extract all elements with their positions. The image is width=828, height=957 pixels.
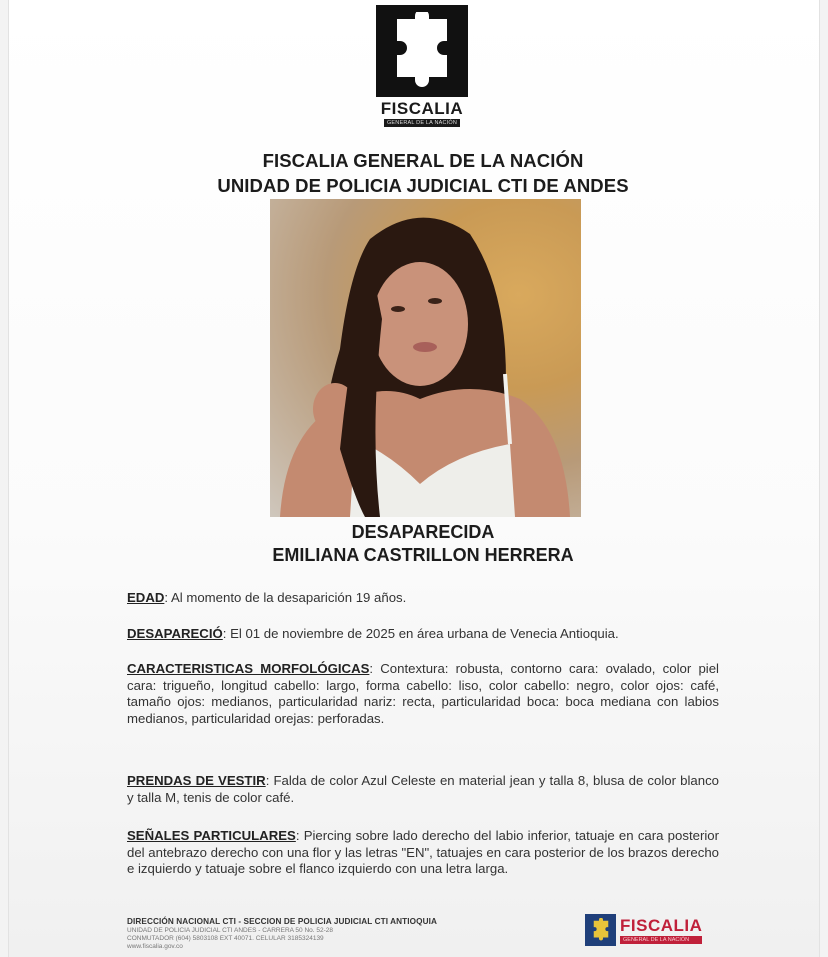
footer-phone: CONMUTADOR (604) 5803108 EXT 40071. CELULAR 3185324139 (127, 935, 324, 942)
detail-text: : Contextura: robusta, contorno cara: ovalado, color piel cara: trigueño, longitud cabello: largo, forma cabello: liso, color cabello: negro, color ojos: café, tamaño ojos: medianos, particularidad nariz: recta, particularidad boca: boca mediana con labios medianos, particularidad orejas: perforadas. (127, 661, 719, 726)
detail-text: : Piercing sobre lado derecho del labio inferior, tatuaje en cara posterior del antebrazo derecho con una flor y las letras "EN", tatuajes en cara posterior de los brazos derecho e izquierdo y tatuaje sobre el flanco izquierdo con una letra larga. (127, 828, 719, 877)
logo-wordmark: FISCALIA (620, 915, 703, 935)
detail-text: : Al momento de la desaparición 19 años. (164, 590, 407, 605)
logo-wordmark: FISCALIA (380, 99, 464, 118)
status-heading: DESAPARECIDA (351, 522, 495, 542)
detail-label: CARACTERISTICAS MORFOLÓGICAS (127, 661, 370, 676)
missing-person-poster (8, 0, 820, 957)
logo-subtitle: GENERAL DE LA NACIÓN (620, 936, 702, 944)
fiscalia-logo-bottom (585, 914, 702, 946)
footer-direction: DIRECCIÓN NACIONAL CTI - SECCION DE POLICIA JUDICIAL CTI ANTIOQUIA (127, 917, 437, 926)
detail-text: : Falda de color Azul Celeste en material jean y talla 8, blusa de color blanco y talla M, tenis de color café. (127, 773, 719, 805)
detail-label: DESAPARECIÓ (127, 626, 223, 641)
footer-website[interactable]: www.fiscalia.gov.co (127, 943, 183, 950)
detail-age (127, 590, 719, 607)
detail-clothing (127, 773, 719, 806)
detail-distinguishing-marks (127, 828, 719, 878)
footer-address: UNIDAD DE POLICIA JUDICIAL CTI ANDES - CARRERA 50 No. 52-28 (127, 927, 334, 934)
detail-morphology (127, 661, 719, 727)
detail-label: SEÑALES PARTICULARES (127, 828, 296, 843)
missing-person-photo (270, 199, 581, 517)
fiscalia-logo-top (375, 5, 469, 133)
detail-label: EDAD (127, 590, 165, 605)
detail-label: PRENDAS DE VESTIR (127, 773, 266, 788)
detail-text: : El 01 de noviembre de 2025 en área urbana de Venecia Antioquia. (222, 626, 619, 641)
agency-title: FISCALIA GENERAL DE LA NACIÓN (262, 150, 584, 171)
puzzle-piece-icon (376, 5, 468, 97)
person-name: EMILIANA CASTRILLON HERRERA (272, 545, 574, 565)
puzzle-emblem-icon (585, 914, 616, 946)
unit-title: UNIDAD DE POLICIA JUDICIAL CTI DE ANDES (217, 175, 629, 196)
logo-subtitle: GENERAL DE LA NACIÓN (384, 119, 460, 127)
detail-disappeared (127, 626, 719, 643)
footer-contact (127, 917, 567, 951)
